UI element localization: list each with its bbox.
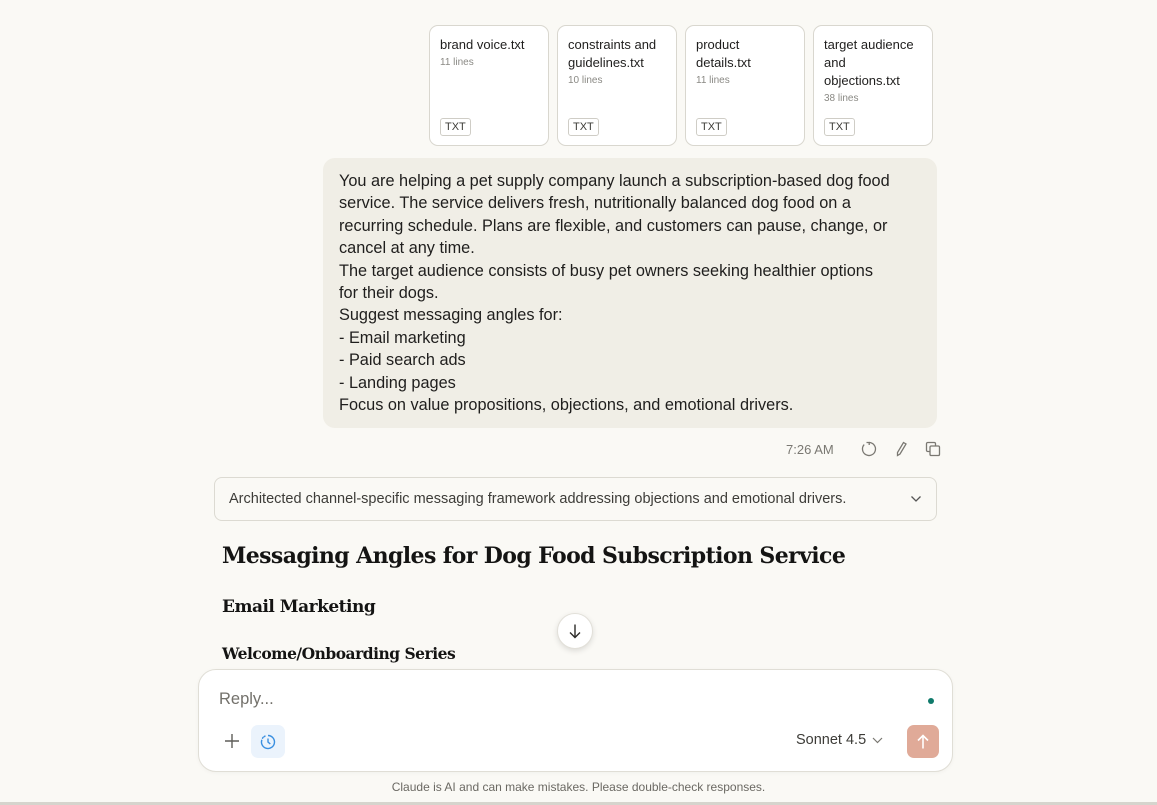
file-type-badge: TXT: [568, 118, 599, 136]
file-type-badge: TXT: [440, 118, 471, 136]
model-name: Sonnet 4.5: [796, 732, 867, 748]
attachment-card[interactable]: [557, 25, 677, 146]
attachment-list: [429, 25, 933, 146]
message-timestamp: 7:26 AM: [786, 441, 834, 457]
attachment-line-count: 11 lines: [440, 57, 474, 68]
arrow-down-icon: [568, 623, 582, 639]
attachment-card[interactable]: [813, 25, 933, 146]
extended-thinking-toggle[interactable]: [251, 725, 285, 758]
response-title: Messaging Angles for Dog Food Subscription Service: [222, 543, 846, 569]
message-line: - Paid search ads: [339, 351, 466, 370]
message-line: for their dogs.: [339, 284, 439, 303]
message-line: The target audience consists of busy pet owners seeking healthier options: [339, 261, 873, 280]
reply-input[interactable]: [219, 690, 899, 709]
response-section-heading: Email Marketing: [222, 597, 376, 617]
model-selector[interactable]: [796, 732, 883, 748]
file-type-badge: TXT: [824, 118, 855, 136]
file-type-badge: TXT: [696, 118, 727, 136]
message-line: You are helping a pet supply company launch a subscription-based dog food: [339, 172, 890, 190]
clock-icon: [259, 733, 277, 751]
message-line: - Email marketing: [339, 328, 466, 347]
edit-icon[interactable]: [890, 438, 912, 460]
response-subsection-heading: Welcome/Onboarding Series: [222, 644, 456, 663]
attachment-card[interactable]: [429, 25, 549, 146]
thinking-summary-toggle[interactable]: [214, 477, 937, 521]
message-line: Suggest messaging angles for:: [339, 306, 563, 325]
plus-icon: [224, 733, 240, 749]
arrow-up-icon: [916, 734, 930, 750]
disclaimer-text: Claude is AI and can make mistakes. Please double-check responses.: [391, 780, 766, 794]
scroll-to-bottom-button[interactable]: [557, 613, 593, 649]
message-line: cancel at any time.: [339, 239, 475, 258]
attachment-line-count: 38 lines: [824, 93, 859, 104]
message-line: - Landing pages: [339, 373, 456, 392]
status-indicator-dot: [928, 698, 934, 704]
attachment-line-count: 10 lines: [568, 75, 603, 86]
message-line: recurring schedule. Plans are flexible, and customers can pause, change, or: [339, 216, 888, 235]
attachment-card[interactable]: [685, 25, 805, 146]
attachment-name: brand voice.txt: [440, 37, 525, 52]
attachment-name: constraints and guidelines.txt: [568, 37, 657, 70]
attachment-name: target audience and objections.txt: [824, 37, 914, 88]
send-button[interactable]: [907, 725, 939, 758]
message-line: service. The service delivers fresh, nutritionally balanced dog food on a: [339, 194, 851, 213]
message-line: Focus on value propositions, objections, and emotional drivers.: [339, 396, 794, 415]
user-message-bubble: [323, 158, 937, 428]
retry-icon[interactable]: [858, 438, 880, 460]
composer: [198, 669, 953, 772]
attachment-name: product details.txt: [696, 37, 751, 70]
copy-icon[interactable]: [922, 438, 944, 460]
attachment-line-count: 11 lines: [696, 75, 730, 86]
chevron-down-icon: [872, 737, 883, 744]
message-actions: [786, 438, 944, 460]
chevron-down-icon: [910, 491, 922, 507]
add-attachment-button[interactable]: [219, 726, 245, 756]
thinking-summary-text: Architected channel-specific messaging framework addressing objections and emotional drivers.: [229, 491, 847, 507]
